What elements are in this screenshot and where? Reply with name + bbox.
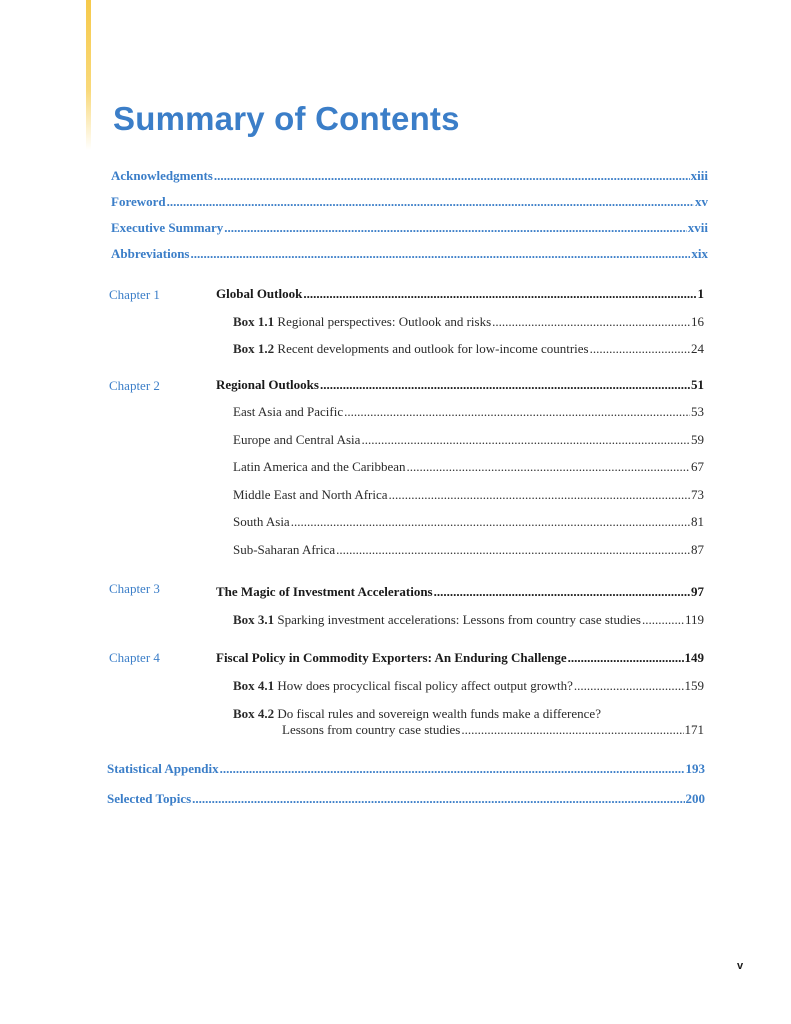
- section-page: 73: [691, 487, 704, 502]
- leader-dots: [642, 612, 684, 628]
- section-page: 67: [691, 459, 704, 474]
- box-number: Box 1.1: [233, 314, 275, 329]
- chapter-label: Chapter 3: [109, 581, 160, 596]
- leader-dots: [291, 514, 690, 530]
- leader-dots: [191, 246, 691, 262]
- box-title: Sparking investment accelerations: Lessons from country case studies: [277, 612, 641, 627]
- leader-dots: [407, 459, 690, 475]
- leader-dots: [220, 761, 685, 777]
- accent-bar: [86, 0, 91, 150]
- chapter-page: 51: [691, 377, 704, 392]
- section-title: Europe and Central Asia: [233, 432, 361, 447]
- section-title: Sub-Saharan Africa: [233, 542, 336, 557]
- box-title: Regional perspectives: Outlook and risks: [277, 314, 492, 329]
- toc-entry-label: Selected Topics: [107, 791, 192, 806]
- section-page: 59: [691, 432, 704, 447]
- box-page: 119: [684, 612, 704, 627]
- toc-box-1-1[interactable]: [233, 314, 704, 330]
- box-page: 24: [691, 341, 704, 356]
- toc-entry-selected-topics[interactable]: [107, 791, 705, 807]
- leader-dots: [574, 678, 684, 694]
- chapter-title: Regional Outlooks: [216, 377, 319, 392]
- toc-section-sub-saharan-africa[interactable]: [233, 542, 704, 558]
- box-number: Box 3.1: [233, 612, 275, 627]
- box-number: Box 1.2: [233, 341, 275, 356]
- toc-entry-page: 200: [685, 791, 705, 806]
- leader-dots: [320, 377, 690, 393]
- box-title: How does procyclical fiscal policy affect output growth?: [277, 678, 573, 693]
- chapter-page: 149: [684, 650, 704, 665]
- leader-dots: [214, 168, 690, 184]
- box-number: Box 4.1: [233, 678, 275, 693]
- toc-entry-page: xv: [695, 194, 708, 209]
- leader-dots: [192, 791, 684, 807]
- page-number: v: [737, 960, 744, 972]
- toc-entry-label: Acknowledgments: [111, 168, 213, 183]
- section-page: 81: [691, 514, 704, 529]
- chapter-page: 1: [697, 286, 704, 301]
- chapter-label: Chapter 1: [109, 287, 160, 302]
- toc-box-4-2-heading[interactable]: [233, 706, 601, 722]
- chapter-title: The Magic of Investment Accelerations: [216, 584, 433, 599]
- toc-entry-page: xix: [691, 246, 708, 261]
- chapter-label: Chapter 2: [109, 378, 160, 393]
- box-page: 171: [684, 722, 704, 737]
- toc-entry-abbreviations[interactable]: [111, 246, 708, 262]
- toc-entry-page: xvii: [687, 220, 708, 235]
- toc-box-3-1[interactable]: [233, 612, 704, 628]
- leader-dots: [336, 542, 690, 558]
- leader-dots: [492, 314, 690, 330]
- toc-entry-label: Foreword: [111, 194, 166, 209]
- leader-dots: [167, 194, 694, 210]
- toc-section-latin-america-caribbean[interactable]: [233, 459, 704, 475]
- section-title: South Asia: [233, 514, 290, 529]
- box-page: 159: [684, 678, 704, 693]
- toc-box-4-2[interactable]: [282, 722, 704, 738]
- toc-chapter-1[interactable]: [216, 286, 704, 302]
- leader-dots: [303, 286, 696, 302]
- leader-dots: [590, 341, 690, 357]
- toc-section-europe-central-asia[interactable]: [233, 432, 704, 448]
- page-title: Summary of Contents: [113, 100, 460, 137]
- section-page: 53: [691, 404, 704, 419]
- leader-dots: [434, 584, 690, 600]
- leader-dots: [344, 404, 690, 420]
- toc-entry-label: Executive Summary: [111, 220, 224, 235]
- toc-box-4-1[interactable]: [233, 678, 704, 694]
- toc-section-east-asia-pacific[interactable]: [233, 404, 704, 420]
- leader-dots: [461, 722, 683, 738]
- toc-entry-page: xiii: [690, 168, 708, 183]
- toc-entry-acknowledgments[interactable]: [111, 168, 708, 184]
- toc-section-south-asia[interactable]: [233, 514, 704, 530]
- toc-entry-foreword[interactable]: [111, 194, 708, 210]
- leader-dots: [568, 650, 684, 666]
- toc-entry-label: Statistical Appendix: [107, 761, 219, 776]
- toc-entry-executive-summary[interactable]: [111, 220, 708, 236]
- toc-chapter-4[interactable]: [216, 650, 704, 666]
- toc-entry-statistical-appendix[interactable]: [107, 761, 705, 777]
- leader-dots: [389, 487, 690, 503]
- chapter-label: Chapter 4: [109, 650, 160, 665]
- box-page: 16: [691, 314, 704, 329]
- toc-entry-label: Abbreviations: [111, 246, 190, 261]
- toc-chapter-2[interactable]: [216, 377, 704, 393]
- section-title: East Asia and Pacific: [233, 404, 344, 419]
- toc-section-middle-east-north-africa[interactable]: [233, 487, 704, 503]
- box-title: Do fiscal rules and sovereign wealth funds make a difference?: [277, 706, 601, 721]
- leader-dots: [361, 432, 690, 448]
- section-title: Middle East and North Africa: [233, 487, 388, 502]
- box-title-continuation: Lessons from country case studies: [282, 722, 461, 737]
- box-title: Recent developments and outlook for low-income countries: [277, 341, 589, 356]
- box-number: Box 4.2: [233, 706, 275, 721]
- leader-dots: [224, 220, 686, 236]
- toc-entry-page: 193: [685, 761, 705, 776]
- toc-box-1-2[interactable]: [233, 341, 704, 357]
- chapter-title: Global Outlook: [216, 286, 303, 301]
- toc-chapter-3[interactable]: [216, 584, 704, 600]
- section-page: 87: [691, 542, 704, 557]
- section-title: Latin America and the Caribbean: [233, 459, 406, 474]
- chapter-page: 97: [691, 584, 704, 599]
- chapter-title: Fiscal Policy in Commodity Exporters: An Enduring Challenge: [216, 650, 567, 665]
